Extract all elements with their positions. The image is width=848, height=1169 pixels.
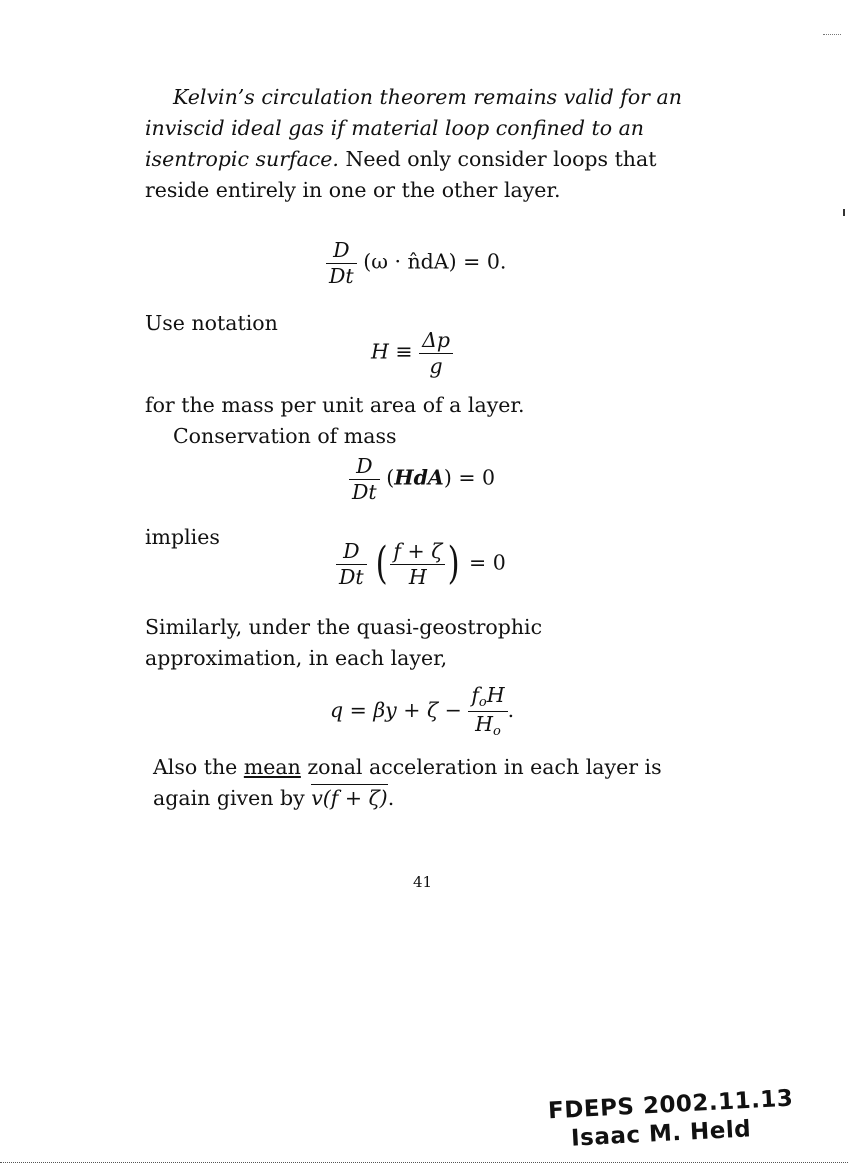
equation-qg-pv: q = βy + ζ − $\frac{f_oH}{H_o}$ . — [330, 683, 515, 739]
kelvin-note: Need only consider loops that reside entirely in one or the other layer. — [145, 147, 657, 202]
mean-word: mean — [243, 755, 301, 779]
stamp-author: Isaac M. Held — [570, 1116, 752, 1152]
equation-potential-vorticity: $\frac{D}{Dt}$ ( $\frac{f + \zeta}{H}$ ) = 0 — [336, 541, 506, 587]
page-number: 41 — [413, 873, 433, 891]
scan-mark-side — [843, 209, 845, 216]
scan-bottom-rule — [0, 1162, 848, 1163]
notation-line: Use notation — [145, 311, 278, 335]
equation-circulation-body: (ω · n̂dA) = 0. — [363, 249, 507, 274]
kelvin-theorem-statement: Kelvin’s circulation theorem remains valid for an inviscid ideal gas if material loop confined to an isentropic surface. — [145, 85, 682, 171]
equation-mass-per-area: H ≡ $\frac{\Delta p}{g}$ — [371, 330, 453, 376]
equation-circulation: $\frac{D}{Dt}$ (ω · n̂dA) = 0. — [326, 240, 506, 286]
paragraph-kelvin — [145, 82, 705, 206]
stamp-fdeps-date: FDEPS 2002.11.13 — [547, 1085, 794, 1125]
mass-definition-line: for the mass per unit area of a layer. — [145, 393, 525, 417]
scan-mark-top — [823, 34, 841, 35]
mean-acceleration-paragraph: Also the mean zonal acceleration in each layer is again given by v(f + ζ). — [153, 755, 662, 810]
conservation-line: Conservation of mass — [173, 424, 397, 448]
implies-line: implies — [145, 525, 220, 549]
equation-mass-conservation: $\frac{D}{Dt}$ (HdA) = 0 — [349, 456, 495, 502]
mean-expression: v(f + ζ) — [311, 786, 388, 810]
quasi-geostrophic-line: Similarly, under the quasi-geostrophic approximation, in each layer, — [145, 615, 543, 670]
